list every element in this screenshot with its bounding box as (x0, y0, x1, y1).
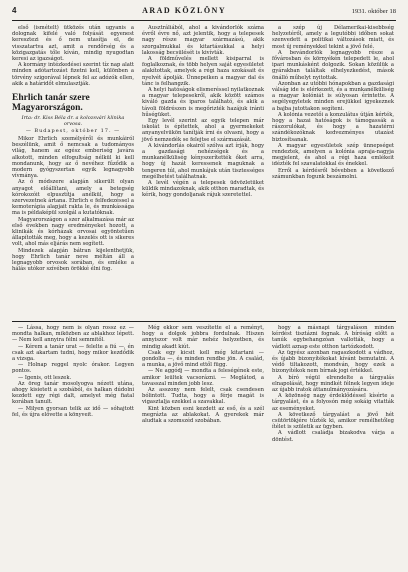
lower-column-1 (12, 325, 134, 443)
page-number: 4 (12, 6, 17, 15)
paragraph: A közönség nagy érdeklődéssel kísérte a tárgyalást, és a folyosón még sokáig vitatták az eseményeket. (272, 393, 394, 412)
article-dateline: — Budapest, október 17. — (25, 128, 121, 135)
paragraph: Csak egy kicsit kell még kitartani — gondolta —, és minden rendbe jön. A család, a munka, a jövő mind ettől függ. (142, 349, 264, 369)
paragraph: Az asszony nem felelt, csak csendesen bólintott. Tudta, hogy a férje magát is vigasztalja ezekkel a szavakkal. (142, 387, 264, 406)
lower-section (12, 321, 396, 443)
article-title: Ehrlich tanár szere Magyarországon. (12, 93, 90, 114)
issue-date: 1931. október 18 (351, 8, 396, 15)
paragraph: — Ne aggódj — mondta a feleségének este, amikor leültek vacsorázni. — Meglátod, a tavasszal minden jobb lesz. (142, 368, 264, 387)
paragraph: Egy levél szerint az egyik telepen már iskolát is építettek, ahol a gyermekeket anyanyelvükön tanítják írni és olvasni, hogy a jövő nemzedék se felejtse el származását. (142, 118, 264, 143)
paragraph: hogy a másnapi tárgyaláson minden kérdést tisztázni fognak. A bíróság előtt a tanúk egybehangzóan vallották, hogy a vádlott aznap este otthon tartózkodott. (272, 325, 394, 350)
paragraph: — Lássa, hogy nem is olyan rossz ez — mondta halkan, miközben az ablakhoz lépett. — Nem kell annyira félni semmitől. (12, 325, 134, 344)
paragraph: A kivándorlás okairól szólva azt írják, hogy a gazdasági nehézségek és a munkanélküliség kényszerítették őket arra, hogy új hazát keressenek maguknak a tengeren túl, ahol munkájuk után tisztességes megélhetést találhatnak. (142, 142, 264, 180)
paragraph: Az ő módszere alapján sikerült olyan anyagot előállítani, amely a betegség kórokozóit elpusztítja anélkül, hogy a szervezetnek ártana. Ehrlich e felfedezéssel a kemoterápia alapjait rakta le, és munkássága ma is példaképül szolgál a kutatóknak. (12, 179, 134, 217)
column-1 (12, 25, 134, 273)
paragraph: Kint közben esni kezdett az eső, és a szél megrázta az ablakokat. A gyerekek már aludtak a szomszéd szobában. (142, 405, 264, 425)
lower-column-2 (142, 325, 264, 443)
paragraph: első (ismételt) ütközés után ugyanis a dolognak kifelé való folyását egyenest keresztezi és ő nem utasítja el, de visszatartva azt, amit a rendőrség és a közigazgatás tőle kíván, mindig nyugodtan keresi az igazságot. (12, 25, 134, 63)
paragraph: — Igenis, ott leszek. (18, 374, 72, 381)
upper-columns (12, 25, 396, 273)
paragraph: Ausztráliából, ahol a kivándorlók száma évről évre nő, azt jelentik, hogy a telepesek nagy része magyar származású, akik szorgalmukkal és kitartásukkal a helyi lakosság becsülését is kivívták. (142, 25, 264, 56)
paragraph: A földművelés mellett kisiparral is foglalkoznak, és több helyen saját egyesületet alakítottak, amelyek a régi haza szokásait és nyelvét ápolják. Ünnepeiken a magyar dal és tánc is felhangzik. (142, 56, 264, 87)
lower-column-3 (272, 325, 394, 443)
paragraph: a szép új Délamerikai-kisebbség helyzetéről, amely a legutóbbi időben sokat szenvedett a politikai változások miatt, és most új reményekkel tekint a jövő felé. (272, 25, 394, 50)
paragraph: Azonban az utóbbi hónapokban a gazdasági válság ide is elérkezett, és a munkanélküliség a magyar kolóniát is súlyosan érintette. A segélyegyletek minden erejükkel igyekeznek a bajba jutottakon segíteni. (272, 80, 394, 112)
paragraph: Mindezek alapján bátran kijelenthetjük, hogy Ehrlich tanár neve méltán áll a legnagyobb orvosok sorában, és emléke a hálás utókor szívében örökké élni fog. (12, 247, 134, 273)
newspaper-title: ARAD KÖZLÖNY (142, 6, 227, 15)
paragraph: — Milyen gyorsan telik az idő — sóhajtott fel, és újra elővette a könyveit. (12, 405, 134, 418)
paragraph: A levél végén a telepesek üdvözletüket küldik mindazoknak, akik otthon maradtak, és kérik, hogy gondoljanak rájuk szeretettel. (142, 180, 264, 199)
paragraph: Az öreg tanár mosolyogva nézett utána, ahogy kisietett a szobából, és halkan dúdolni kezdett egy régi dalt, amelyet még fiatal korában tanult. (12, 380, 134, 406)
page-header (12, 6, 396, 21)
column-3 (272, 25, 394, 273)
paragraph: A magyar egyesületek szép ünnepséget rendeztek, amelyen a kolónia apraja-nagyja megjelent, és ahol a régi haza emlékeit idézték fel szavalatokkal és énekkel. (272, 142, 394, 168)
paragraph: — Holnap reggel nyolc órakor. Legyen pontos. (12, 362, 134, 375)
paragraph: — Kérem a tanár urat — felelte a fiú —, én csak azt akartam tudni, hogy mikor kezdődik a vizsga. (12, 343, 134, 363)
paragraph: A kormány intézkedései szerint tíz nap alatt minden adótartozást fizetni kell, különben a törvény szigorával lépnek fel az adózók ellen, akik a határidőt elmulasztják. (12, 62, 134, 87)
article-byline: Irta: dr. Kiss Béla dr. a kolozsvári klinika orvosa. (21, 115, 125, 128)
paragraph: A bevándorlók legnagyobb része a fővárosban és környékén telepedett le, ahol ipari munkásként dolgozik. Sokan közülük a gyárakban találtak elhelyezkedést, mások önálló műhelyt nyitottak. (272, 49, 394, 81)
paragraph: Még ekkor sem veszítette el a reményt, hogy a dolgok jobbra fordulnak. Hiszen annyiszor volt már nehéz helyzetben, és mindig akadt kiút. (142, 325, 264, 350)
paragraph: A vádlott családja bizakodva várja a döntést. (272, 430, 394, 443)
column-2 (142, 25, 264, 273)
paragraph: Az ügyész azonban ragaszkodott a vádhoz, és újabb bizonyítékokat kívánt bemutatni. A védő tiltakozott, mondván, hogy ezek a bizonyítékok nem bírnak jogi értékkel. (272, 349, 394, 375)
paragraph: A következő tárgyalást a jövő hét csütörtökjére tűzték ki, amikor remélhetőleg ítélet is születik az ügyben. (272, 411, 394, 431)
paragraph: Magyarországon a szer alkalmazása már az első években nagy eredményeket hozott, a klinikák és kórházak orvosai egyöntetűen állapították meg, hogy a kezelés ott is sikeres volt, ahol más eljárás nem segített. (12, 216, 134, 248)
paragraph: A bíró végül elrendelte a tárgyalás elnapolását, hogy mindkét félnek legyen ideje az újabb iratok áttanulmányozására. (272, 374, 394, 394)
paragraph: Erről a kérdésről bővebben a következő számunkban fogunk beszámolni. (272, 167, 394, 180)
paragraph: A helyi hatóságok elismeréssel nyilatkoznak a magyar telepesekről, akik között számos kiváló gazda és iparos található, és akik a távoli földrészen is megőrizték hazájuk iránti hűségüket. (142, 87, 264, 118)
paragraph: A kolónia vezetői a konzulátus útján kérték, hogy a hazai hatóságok is támogassák a rászorulókat, és hogy a hazatérni szándékozóknak kedvezményes utazást biztosítsanak. (272, 111, 394, 143)
paragraph: Mikor Ehrlich személyéről és munkáiról beszélünk, amit ő nemcsak a tudományos világ, hanem az egész emberiség javára alkotott, minden elfogultság nélkül ki kell mondanunk, hogy az ő nevéhez fűződik a modern gyógyszertan egyik legnagyobb vívmánya. (12, 136, 134, 180)
